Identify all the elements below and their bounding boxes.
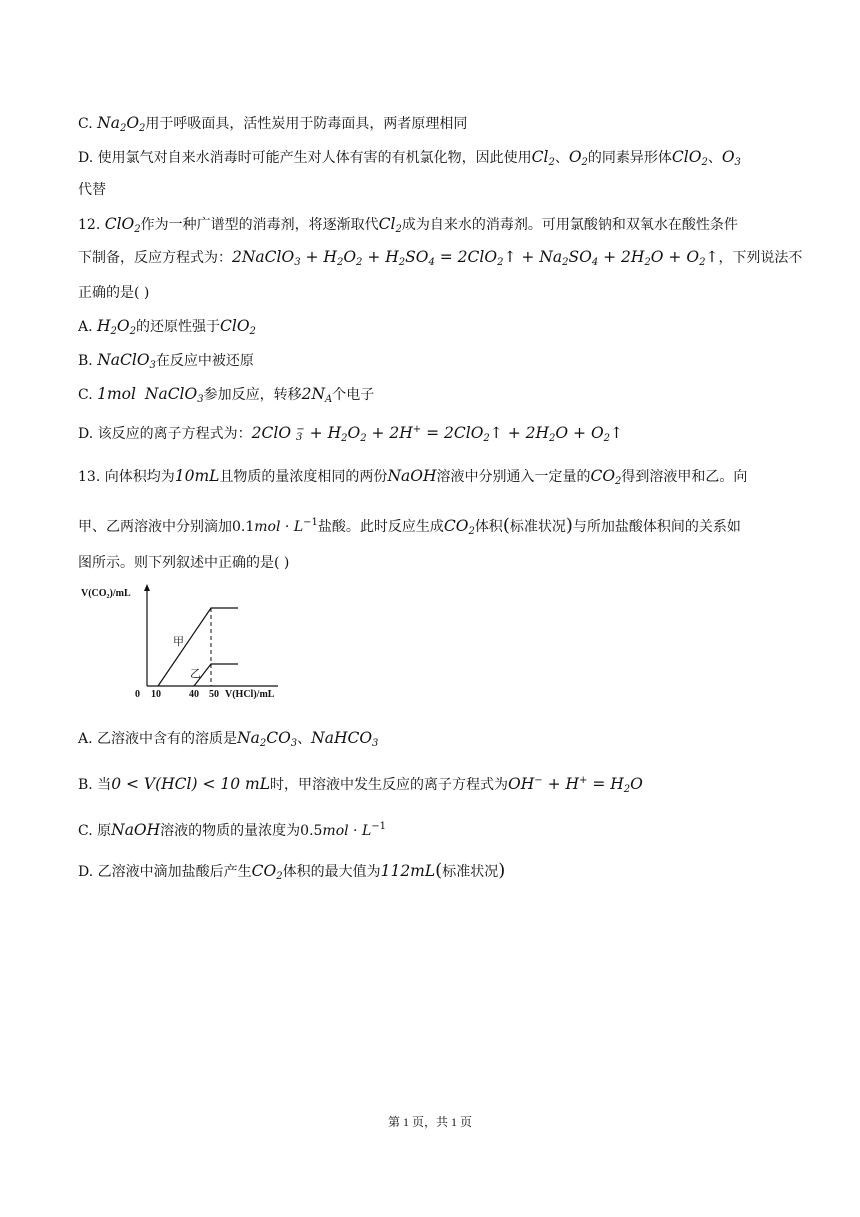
co2-volume-graph (78, 582, 288, 706)
option-13c: C. 原NaOH溶液的物质的量浓度为$0.5mol \cdot L^{-1}$ (78, 821, 387, 839)
option-13a: A. 乙溶液中含有的溶质是$Na_2CO_3$、NaHCO$_3$ (78, 729, 379, 749)
option-11d-line2: 代替 (78, 182, 106, 198)
x-tick-0: 0 (135, 689, 140, 700)
question-13-line2: 甲、乙两溶液中分别滴加$0.1mol \cdot L^{-1}$盐酸。此时反应生成$CO_2$体积(标准状况)与所加盐酸体积间的关系如 (78, 515, 741, 537)
question-13-line1: 13. 向体积均为10mL且物质的量浓度相同的两份NaOH溶液中分别通入一定量的$CO_2$得到溶液甲和乙。向 (78, 467, 748, 487)
option-12b: B. NaClO$_3$在反应中被还原 (78, 351, 254, 371)
x-axis-label: V(HCl)/mL (225, 689, 275, 700)
question-12-line1: 12. ClO$_2$作为一种广谱型的消毒剂，将逐渐取代$Cl_2$成为自来水的消毒剂。可用氯酸钠和双氧水在酸性条件 (78, 215, 738, 235)
series-label-yi: 乙 (190, 668, 201, 680)
option-12d: D. 该反应的离子方程式为：2ClO $_3^- + H_2O_2 + 2H^+$ = 2ClO$_2$↑ + $2H_2O$ + $O_2↑$ (78, 424, 624, 444)
question-12-line2: 下制备，反应方程式为：2NaClO$_3$ + $H_2O_2 + H_2SO_4$ = 2ClO$_2$↑ + $Na_2SO_4 + 2H_2O$ + $O_2↑$，下列说法不 (78, 248, 803, 268)
y-axis-arrow (144, 584, 150, 591)
question-12-line3: 正确的是( ) (78, 285, 150, 301)
option-13d: D. 乙溶液中滴加盐酸后产生$CO_2$体积的最大值为112mL(标准状况) (78, 860, 506, 882)
option-11d-line1: D. 使用氯气对自来水消毒时可能产生对人体有害的有机氯化物，因此使用$Cl_2$、$O_2$的同素异形体ClO$_2$、$O_3$ (78, 148, 741, 168)
x-tick-40: 40 (189, 689, 199, 700)
page-footer: 第 1 页，共 1 页 (387, 1115, 472, 1129)
option-13b: B. 当0 < V(HCl) < 10 mL时，甲溶液中发生反应的离子方程式为$OH^- + H^+ = H_2O$ (78, 775, 643, 795)
x-tick-50: 50 (209, 689, 219, 700)
question-13-line3: 图所示。则下列叙述中正确的是( ) (78, 555, 290, 571)
y-axis-label: V(CO₂)/mL (81, 588, 131, 599)
option-12a: A. $H_2O_2$的还原性强于ClO$_2$ (78, 317, 256, 337)
series-label-jia: 甲 (173, 636, 184, 648)
x-tick-10: 10 (151, 689, 161, 700)
option-12c: C. 1mol NaClO$_3$参加反应，转移$2N_A$个电子 (78, 385, 375, 405)
option-11c: C. $Na_2O_2$用于呼吸面具，活性炭用于防毒面具，两者原理相同 (78, 114, 468, 134)
